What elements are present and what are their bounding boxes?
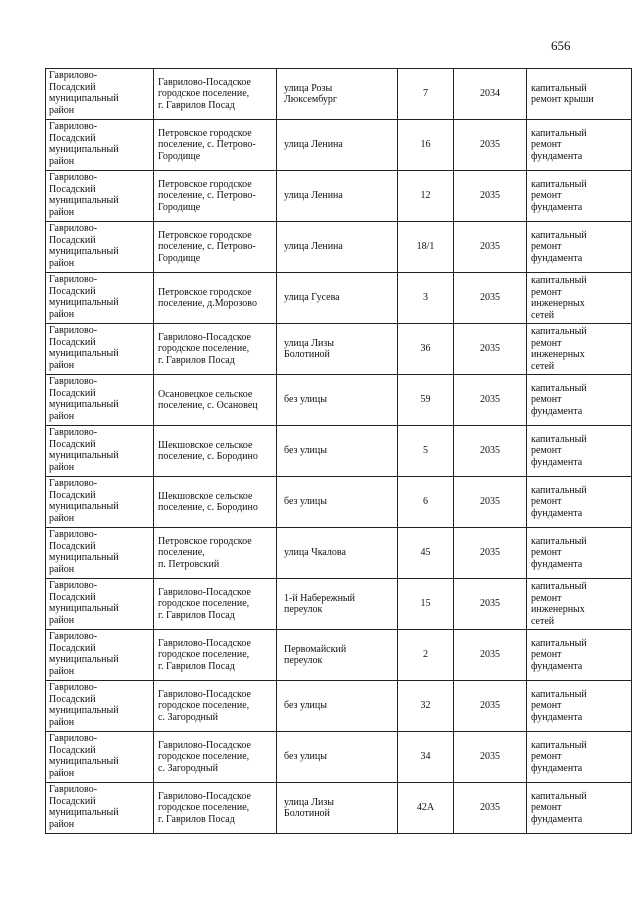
district-cell [46,681,154,732]
work-type-cell-text: капитальный ремонт фундамента [531,433,587,468]
district-cell-text: Гаврилово- Посадский муниципальный район [49,427,119,473]
work-type-cell [527,477,632,528]
settlement-cell-text: Гаврилово-Посадское городское поселение, г. Гаврилов Посад [158,586,251,621]
work-type-cell-text: капитальный ремонт фундамента [531,535,587,570]
table-row [46,222,632,273]
table-row [46,528,632,579]
settlement-cell-text: Шекшовское сельское поселение, с. Бородино [158,439,258,462]
work-type-cell [527,171,632,222]
settlement-cell [154,375,277,426]
year-cell [454,375,527,426]
settlement-cell [154,477,277,528]
house-number-cell-text: 36 [420,343,431,355]
table-row [46,630,632,681]
house-number-cell-text: 12 [420,190,431,202]
year-cell-text: 2035 [480,445,500,457]
house-number-cell [398,732,454,783]
year-cell-text: 2035 [480,547,500,559]
street-cell-text: улица Лизы Болотиной [284,796,334,819]
year-cell [454,681,527,732]
house-number-cell [398,120,454,171]
year-cell-text: 2035 [480,190,500,202]
table-row [46,783,632,834]
street-cell [277,732,398,783]
table-row [46,579,632,630]
year-cell [454,783,527,834]
work-type-cell-text: капитальный ремонт фундамента [531,790,587,825]
work-type-cell-text: капитальный ремонт инженерных сетей [531,275,587,321]
settlement-cell [154,783,277,834]
house-number-cell [398,324,454,375]
district-cell-text: Гаврилово- Посадский муниципальный район [49,784,119,830]
table-row [46,171,632,222]
settlement-cell [154,69,277,120]
district-cell-text: Гаврилово- Посадский муниципальный район [49,580,119,626]
settlement-cell-text: Петровское городское поселение, с. Петрово- Городище [158,229,256,264]
house-number-cell-text: 3 [423,292,428,304]
district-cell-text: Гаврилово- Посадский муниципальный район [49,70,119,116]
district-cell-text: Гаврилово- Посадский муниципальный район [49,733,119,779]
year-cell-text: 2035 [480,802,500,814]
district-cell [46,783,154,834]
settlement-cell [154,120,277,171]
street-cell [277,783,398,834]
work-type-cell-text: капитальный ремонт инженерных сетей [531,326,587,372]
work-type-cell-text: капитальный ремонт фундамента [531,637,587,672]
work-type-cell-text: капитальный ремонт фундамента [531,229,587,264]
house-number-cell-text: 7 [423,88,428,100]
street-cell-text: без улицы [284,751,327,763]
district-cell [46,477,154,528]
year-cell-text: 2034 [480,88,500,100]
street-cell-text: без улицы [284,445,327,457]
house-number-cell-text: 45 [420,547,431,559]
work-type-cell [527,273,632,324]
table-row [46,324,632,375]
house-number-cell-text: 59 [420,394,431,406]
settlement-cell [154,630,277,681]
year-cell [454,69,527,120]
district-cell [46,630,154,681]
street-cell-text: 1-й Набережный переулок [284,592,356,615]
district-cell-text: Гаврилово- Посадский муниципальный район [49,172,119,218]
table-row [46,477,632,528]
house-number-cell-text: 15 [420,598,431,610]
year-cell-text: 2035 [480,598,500,610]
year-cell-text: 2035 [480,496,500,508]
work-type-cell [527,783,632,834]
district-cell [46,579,154,630]
house-number-cell-text: 18/1 [416,241,435,253]
house-number-cell [398,171,454,222]
street-cell-text: улица Ленина [284,190,343,202]
street-cell [277,171,398,222]
settlement-cell [154,732,277,783]
settlement-cell-text: Осановецкое сельское поселение, с. Осановец [158,388,258,411]
street-cell [277,426,398,477]
settlement-cell-text: Гаврилово-Посадское городское поселение, г. Гаврилов Посад [158,790,251,825]
year-cell [454,426,527,477]
settlement-cell-text: Петровское городское поселение, п. Петровский [158,535,252,570]
settlement-cell [154,222,277,273]
district-cell-text: Гаврилово- Посадский муниципальный район [49,274,119,320]
street-cell-text: улица Ленина [284,139,343,151]
district-cell [46,732,154,783]
work-type-cell [527,120,632,171]
year-cell-text: 2035 [480,343,500,355]
settlement-cell-text: Гаврилово-Посадское городское поселение, с. Загородный [158,688,251,723]
district-cell-text: Гаврилово- Посадский муниципальный район [49,376,119,422]
table-row [46,120,632,171]
street-cell [277,120,398,171]
district-cell [46,324,154,375]
street-cell [277,477,398,528]
settlement-cell-text: Петровское городское поселение, с. Петрово- Городище [158,178,256,213]
house-number-cell [398,375,454,426]
settlement-cell [154,324,277,375]
table-row [46,273,632,324]
street-cell-text: улица Розы Люксембург [284,82,337,105]
settlement-cell-text: Гаврилово-Посадское городское поселение, г. Гаврилов Посад [158,331,251,366]
table-body [46,69,632,834]
district-cell [46,426,154,477]
district-cell-text: Гаврилово- Посадский муниципальный район [49,529,119,575]
table-row [46,375,632,426]
district-cell [46,375,154,426]
work-type-cell-text: капитальный ремонт фундамента [531,127,587,162]
district-cell-text: Гаврилово- Посадский муниципальный район [49,682,119,728]
street-cell-text: улица Гусева [284,292,340,304]
work-type-cell-text: капитальный ремонт фундамента [531,688,587,723]
house-number-cell [398,69,454,120]
year-cell [454,273,527,324]
year-cell [454,324,527,375]
house-number-cell [398,783,454,834]
year-cell-text: 2035 [480,139,500,151]
year-cell [454,171,527,222]
settlement-cell-text: Гаврилово-Посадское городское поселение, г. Гаврилов Посад [158,637,251,672]
district-cell-text: Гаврилово- Посадский муниципальный район [49,223,119,269]
district-cell-text: Гаврилово- Посадский муниципальный район [49,121,119,167]
settlement-cell-text: Петровское городское поселение, с. Петрово- Городище [158,127,256,162]
settlement-cell-text: Гаврилово-Посадское городское поселение, с. Загородный [158,739,251,774]
settlement-cell-text: Петровское городское поселение, д.Морозово [158,286,257,309]
district-cell [46,273,154,324]
table-row [46,69,632,120]
year-cell [454,120,527,171]
work-type-cell [527,630,632,681]
district-cell [46,171,154,222]
district-cell-text: Гаврилово- Посадский муниципальный район [49,478,119,524]
street-cell [277,681,398,732]
house-number-cell [398,528,454,579]
work-type-cell [527,528,632,579]
settlement-cell [154,426,277,477]
work-type-cell-text: капитальный ремонт инженерных сетей [531,581,587,627]
year-cell [454,477,527,528]
house-number-cell [398,273,454,324]
street-cell-text: без улицы [284,496,327,508]
housing-repair-table [45,68,632,834]
table-row [46,732,632,783]
house-number-cell-text: 16 [420,139,431,151]
work-type-cell [527,426,632,477]
year-cell [454,579,527,630]
house-number-cell [398,681,454,732]
work-type-cell-text: капитальный ремонт фундамента [531,484,587,519]
settlement-cell-text: Гаврилово-Посадское городское поселение, г. Гаврилов Посад [158,76,251,111]
street-cell [277,273,398,324]
street-cell [277,528,398,579]
street-cell-text: без улицы [284,394,327,406]
year-cell [454,528,527,579]
work-type-cell [527,222,632,273]
house-number-cell [398,222,454,273]
street-cell [277,324,398,375]
street-cell-text: Первомайский переулок [284,643,347,666]
year-cell-text: 2035 [480,394,500,406]
work-type-cell-text: капитальный ремонт фундамента [531,739,587,774]
house-number-cell [398,579,454,630]
house-number-cell [398,477,454,528]
settlement-cell-text: Шекшовское сельское поселение, с. Бородино [158,490,258,513]
work-type-cell [527,579,632,630]
year-cell-text: 2035 [480,700,500,712]
work-type-cell [527,324,632,375]
district-cell-text: Гаврилово- Посадский муниципальный район [49,325,119,371]
house-number-cell-text: 42А [416,802,435,814]
street-cell [277,375,398,426]
year-cell-text: 2035 [480,241,500,253]
work-type-cell-text: капитальный ремонт фундамента [531,382,587,417]
street-cell [277,222,398,273]
work-type-cell [527,732,632,783]
district-cell [46,120,154,171]
settlement-cell [154,579,277,630]
house-number-cell-text: 5 [423,445,428,457]
street-cell-text: улица Чкалова [284,547,346,559]
year-cell-text: 2035 [480,292,500,304]
district-cell-text: Гаврилово- Посадский муниципальный район [49,631,119,677]
house-number-cell [398,630,454,681]
work-type-cell [527,375,632,426]
year-cell-text: 2035 [480,649,500,661]
page-number: 656 [551,38,571,53]
work-type-cell-text: капитальный ремонт фундамента [531,178,587,213]
house-number-cell [398,426,454,477]
work-type-cell [527,69,632,120]
settlement-cell [154,171,277,222]
house-number-cell-text: 6 [423,496,428,508]
year-cell [454,732,527,783]
table-row [46,681,632,732]
district-cell [46,222,154,273]
street-cell [277,579,398,630]
house-number-cell-text: 32 [420,700,431,712]
street-cell-text: без улицы [284,700,327,712]
street-cell [277,69,398,120]
work-type-cell-text: капитальный ремонт крыши [531,82,594,105]
house-number-cell-text: 2 [423,649,428,661]
work-type-cell [527,681,632,732]
settlement-cell [154,273,277,324]
district-cell [46,69,154,120]
year-cell-text: 2035 [480,751,500,763]
settlement-cell [154,528,277,579]
table-row [46,426,632,477]
year-cell [454,630,527,681]
house-number-cell-text: 34 [420,751,431,763]
settlement-cell [154,681,277,732]
street-cell [277,630,398,681]
street-cell-text: улица Лизы Болотиной [284,337,334,360]
district-cell [46,528,154,579]
year-cell [454,222,527,273]
street-cell-text: улица Ленина [284,241,343,253]
